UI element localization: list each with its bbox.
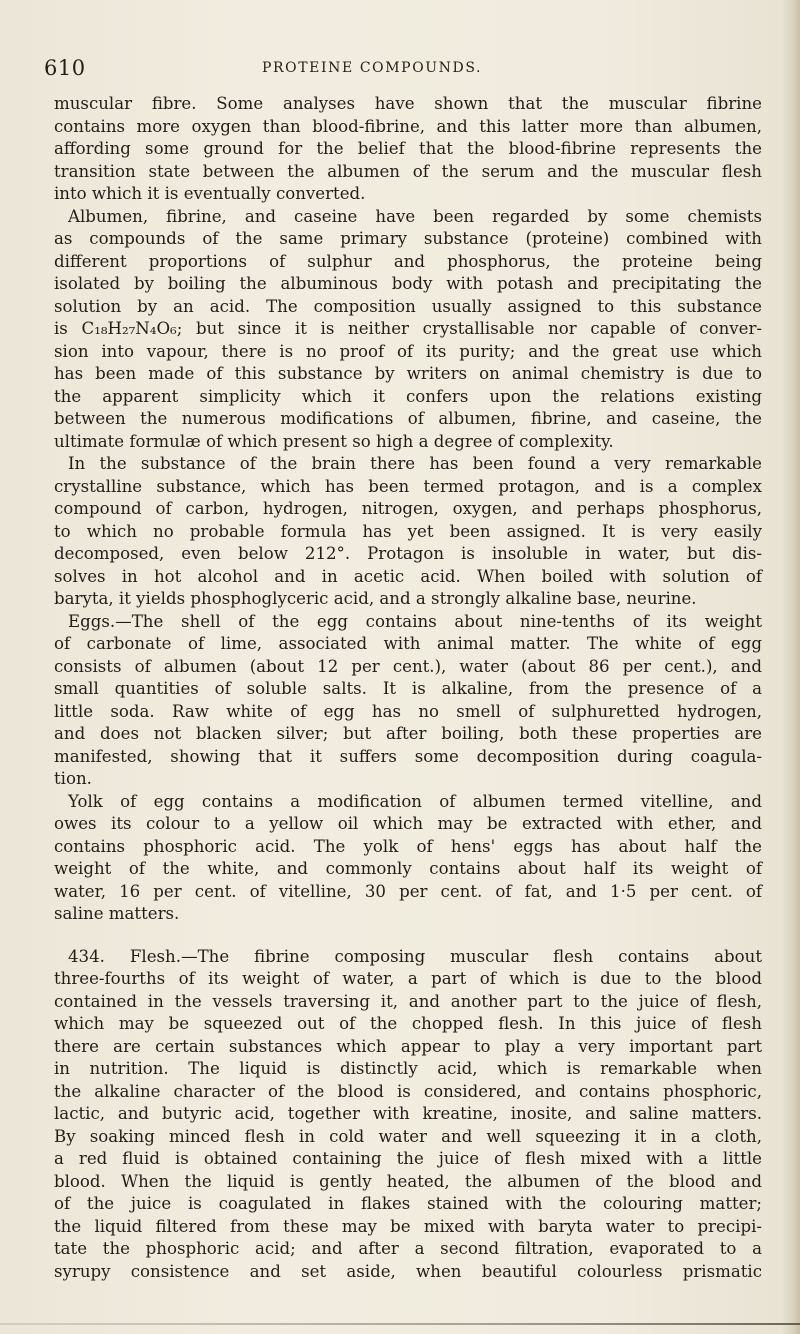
paragraph (54, 93, 762, 206)
text-line: tate the phosphoric acid; and after a second filtration, evaporated to a (54, 1239, 762, 1258)
text-line: solution by an acid. The composition usually assigned to this substance (54, 296, 762, 316)
text-line: manifested, showing that it suffers some decomposition during coagula- (54, 746, 762, 766)
text-line: a red fluid is obtained containing the juice of flesh mixed with a little (54, 1149, 762, 1168)
text-line: between the numerous modifications of albumen, fibrine, and caseine, the (54, 409, 762, 428)
text-line: compound of carbon, hydrogen, nitrogen, oxygen, and perhaps phosphorus, (54, 499, 762, 518)
text-line: contained in the vessels traversing it, and another part to the juice of flesh, (54, 991, 762, 1011)
paragraph (54, 791, 762, 926)
text-line: syrupy consistence and set aside, when beautiful colourless prismatic (54, 1261, 762, 1281)
text-line: the liquid filtered from these may be mixed with baryta water to precipi- (54, 1216, 762, 1236)
text-line: contains more oxygen than blood-fibrine, and this latter more than albumen, (54, 116, 762, 136)
text-line: consists of albumen (about 12 per cent.), water (about 86 per cent.), and (54, 656, 762, 676)
text-line: the alkaline character of the blood is considered, and contains phosphoric, (54, 1081, 762, 1101)
text-line: Eggs.—The shell of the egg contains about nine-tenths of its weight (68, 611, 762, 631)
bottom-edge-line (0, 1323, 800, 1325)
text-line: baryta, it yields phosphoglyceric acid, and a strongly alkaline base, neurine. (54, 589, 697, 608)
text-line: owes its colour to a yellow oil which may be extracted with ether, and (54, 814, 762, 833)
text-line: different proportions of sulphur and phosphorus, the proteine being (54, 251, 762, 271)
text-line: there are certain substances which appear to play a very important part (54, 1036, 762, 1056)
text-line: ultimate formulæ of which present so high a degree of complexity. (54, 431, 614, 451)
text-line: blood. When the liquid is gently heated, the albumen of the blood and (54, 1171, 762, 1191)
text-line: weight of the white, and commonly contains about half its weight of (54, 859, 762, 878)
text-line: Albumen, fibrine, and caseine have been regarded by some chemists (68, 206, 762, 226)
text-line: three-fourths of its weight of water, a part of which is due to the blood (54, 969, 762, 988)
paragraph (54, 206, 762, 454)
text-line: lactic, and butyric acid, together with kreatine, inosite, and saline matters. (54, 1104, 762, 1123)
page-number: 610 (44, 56, 86, 80)
text-line: isolated by boiling the albuminous body with potash and precipitating the (54, 274, 762, 293)
paragraph (54, 453, 762, 611)
text-line: By soaking minced flesh in cold water and well squeezing it in a cloth, (54, 1126, 762, 1146)
text-line: to which no probable formula has yet been assigned. It is very easily (54, 521, 762, 541)
text-line: transition state between the albumen of the serum and the muscular flesh (54, 161, 762, 181)
section-gap (54, 926, 762, 946)
text-line: which may be squeezed out of the chopped flesh. In this juice of flesh (54, 1014, 762, 1033)
text-line: as compounds of the same primary substance (proteine) combined with (54, 229, 762, 248)
text-line: tion. (54, 769, 92, 788)
text-line: decomposed, even below 212°. Protagon is insoluble in water, but dis- (54, 544, 762, 563)
text-line: water, 16 per cent. of vitelline, 30 per cent. of fat, and 1·5 per cent. of (54, 881, 762, 901)
paragraph (54, 611, 762, 791)
text-line: in nutrition. The liquid is distinctly acid, which is remarkable when (54, 1059, 762, 1078)
text-line: into which it is eventually converted. (54, 184, 366, 203)
text-line: affording some ground for the belief that the blood-fibrine represents the (54, 139, 762, 158)
text-line: muscular fibre. Some analyses have shown that the muscular fibrine (54, 94, 762, 113)
paragraph (54, 946, 762, 1284)
page-header (0, 56, 800, 80)
text-line: and does not blacken silver; but after boiling, both these properties are (54, 724, 762, 743)
body-text (54, 93, 762, 1283)
text-line: sion into vapour, there is no proof of its purity; and the great use which (54, 341, 762, 361)
text-line: Yolk of egg contains a modification of albumen termed vitelline, and (68, 791, 762, 811)
text-line: is C₁₈H₂₇N₄O₆; but since it is neither crystallisable nor capable of conver- (54, 319, 762, 338)
text-line: has been made of this substance by writers on animal chemistry is due to (54, 364, 762, 383)
text-line: contains phosphoric acid. The yolk of hens' eggs has about half the (54, 836, 762, 856)
text-line: saline matters. (54, 904, 180, 923)
text-line: of the juice is coagulated in flakes stained with the colouring matter; (54, 1194, 762, 1213)
text-line: little soda. Raw white of egg has no smell of sulphuretted hydrogen, (54, 701, 762, 721)
page-edge-shadow (782, 0, 800, 1334)
text-line: In the substance of the brain there has been found a very remarkable (68, 454, 762, 473)
text-line: solves in hot alcohol and in acetic acid. When boiled with solution of (54, 566, 762, 586)
text-line: the apparent simplicity which it confers upon the relations existing (54, 386, 762, 406)
running-head: PROTEINE COMPOUNDS. (262, 60, 483, 76)
text-line: small quantities of soluble salts. It is alkaline, from the presence of a (54, 679, 762, 698)
text-line: 434. Flesh.—The fibrine composing muscular flesh contains about (68, 946, 762, 966)
text-line: crystalline substance, which has been termed protagon, and is a complex (54, 476, 762, 496)
text-line: of carbonate of lime, associated with animal matter. The white of egg (54, 634, 762, 653)
